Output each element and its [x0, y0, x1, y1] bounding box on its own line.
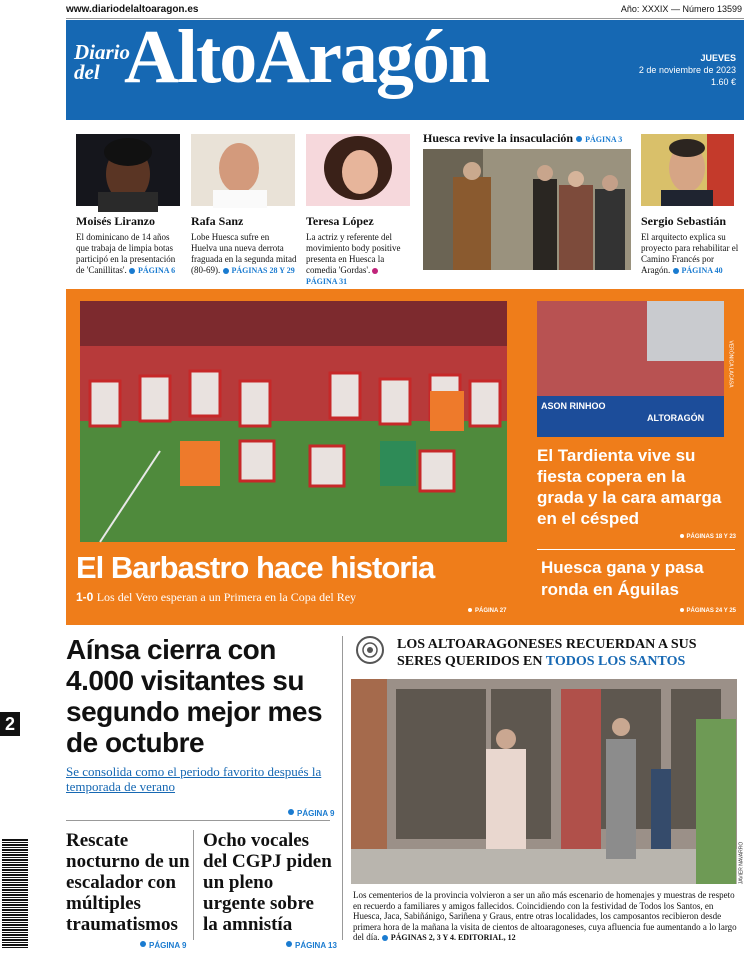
photo-teresa: [306, 134, 410, 206]
brief-cgpj-page: PÁGINA 13: [286, 935, 337, 953]
barbastro-page: PÁGINA 27: [468, 608, 506, 614]
brief-rescate-page: PÁGINA 9: [140, 935, 187, 953]
ainsa-page: PÁGINA 9: [288, 803, 335, 821]
ainsa-headline[interactable]: Aínsa cierra con 4.000 visitantes su segundo mejor mes de octubre: [66, 634, 323, 758]
photo-tardienta: [537, 301, 734, 437]
person-teresa: Teresa López La actriz y referente del movimiento body positive presenta en Huesca la comedia 'Gordas'. PÁGINA 31: [306, 214, 401, 286]
issue-sep: —: [670, 4, 680, 14]
huesca-headline[interactable]: Huesca gana y pasa ronda en Águilas: [541, 558, 704, 599]
brand-small: Diario del: [74, 40, 131, 84]
issue-info: [621, 4, 742, 14]
huesca-page: PÁGINAS 24 Y 25: [680, 608, 736, 614]
masthead-date: JUEVES 2 de noviembre de 2023 1.60 €: [638, 53, 736, 87]
photo-insaculacion: [423, 149, 631, 270]
site-url[interactable]: www.diariodelaltoaragon.es: [66, 4, 199, 15]
barbastro-headline[interactable]: El Barbastro hace historia: [76, 550, 435, 585]
section-number: 2: [0, 712, 20, 736]
santos-body: Los cementerios de la provincia volvieron a ser un año más escenario de homenajes y muestras de respeto en recuerdo a familiares y amigos fallecidos. Coincidiendo con la festividad de Todos los Santos, en Huesca, Jaca, Sabiñánigo, Sariñena y Graus, entre otras localidades, los camposantos recibieron desde primera hora de la mañana la visita de cientos de altoaragoneses, cuya afluencia fue aumentando a lo largo del día. PÁGINAS 2, 3 Y 4. EDITORIAL, 12: [353, 890, 737, 942]
photo-rafa: [191, 134, 295, 206]
person-sergio: Sergio Sebastián El arquitecto explica su proyecto para rehabilitar el Camino Francés por Aragón. PÁGINA 40: [641, 214, 739, 275]
banner-right: ALTORAGÓN: [647, 413, 705, 423]
ainsa-sub: Se consolida como el periodo favorito después la temporada de verano: [66, 764, 322, 794]
brand-title: AltoAragón: [124, 15, 489, 99]
banner-left: ASON RINHOO: [541, 401, 606, 411]
insaculacion-title: Huesca revive la insaculación PÁGINA 3: [423, 131, 623, 145]
barcode-number: [0, 871, 1, 914]
ainsa-rule: [66, 820, 330, 821]
column-divider: [342, 636, 343, 940]
tardienta-headline[interactable]: El Tardienta vive su fiesta copera en la grada y la cara amarga en el césped: [537, 446, 722, 528]
masthead: [66, 15, 744, 120]
brief-cgpj[interactable]: Ocho vocales del CGPJ piden un pleno urgente sobre la amnistía: [203, 830, 332, 935]
tardienta-page: PÁGINAS 18 Y 23: [680, 534, 736, 540]
santos-headline[interactable]: LOS ALTOARAGONESES RECUERDAN A SUS SERES QUERIDOS EN TODOS LOS SANTOS: [397, 637, 697, 669]
barbastro-sub: 1-0 Los del Vero esperan a un Primera en la Copa del Rey: [76, 590, 357, 604]
person-moises: Moisés Liranzo El dominicano de 14 años que trabaja de limpia botas participó en la presentación de 'Canillitas'. PÁGINA 6: [76, 214, 176, 275]
barcode: [2, 838, 28, 948]
santos-credit: JAVIER NAVARRO: [738, 841, 745, 885]
sports-divider: [537, 549, 735, 550]
photo-cementerio: [351, 679, 737, 884]
issue-year: Año: XXXIX: [620, 4, 669, 14]
issue-number: Número 13599: [682, 4, 742, 14]
photo-moises: [76, 134, 180, 206]
santos-icon: [356, 636, 384, 664]
photo-sergio: [641, 134, 734, 206]
brief-rescate[interactable]: Rescate nocturno de un escalador con múltiples traumatismos: [66, 830, 190, 935]
person-rafa: Rafa Sanz Lobe Huesca sufre en Huelva una nueva derrota fraguada en la segunda mitad (80-69). PÁGINAS 28 Y 29: [191, 214, 297, 275]
photo-credit-tardienta: VERÓNICA LACASA: [727, 340, 734, 388]
brief-divider: [193, 830, 194, 940]
photo-barbastro: [80, 301, 507, 542]
